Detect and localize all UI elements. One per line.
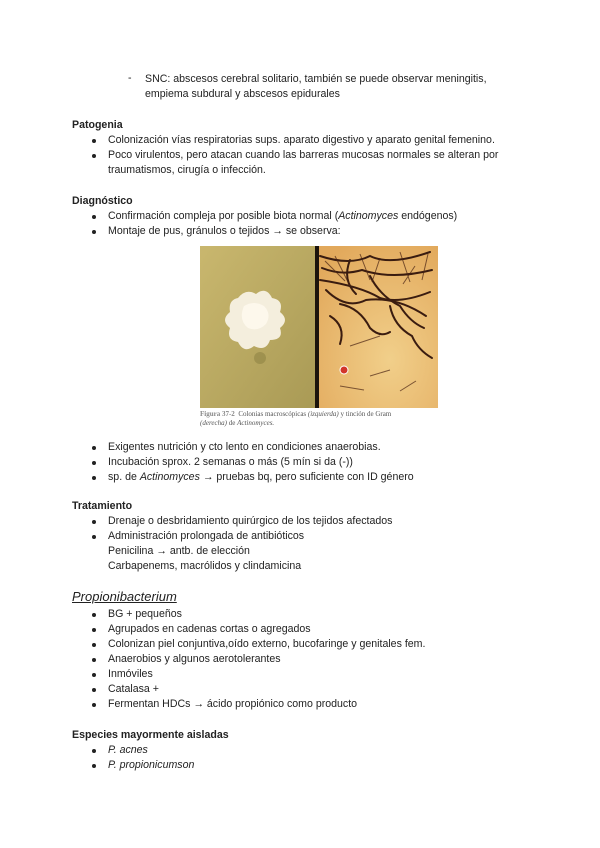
bullet-icon xyxy=(92,476,96,480)
bullet-icon xyxy=(92,749,96,753)
bullet-icon xyxy=(92,703,96,707)
heading-diagnostico: Diagnóstico xyxy=(72,195,133,207)
diagnostico-item-4: Incubación sprox. 2 semanas o más (5 mín si da (-)) xyxy=(108,456,353,468)
especie-item: P. propionicumson xyxy=(108,759,195,771)
propioni-item: Catalasa + xyxy=(108,683,159,695)
diagnostico-item-5: sp. de Actinomyces → pruebas bq, pero suficiente con ID género xyxy=(108,471,414,483)
bullet-icon xyxy=(92,461,96,465)
heading-tratamiento: Tratamiento xyxy=(72,500,133,512)
propioni-item: Agrupados en cadenas cortas o agregados xyxy=(108,623,311,635)
bullet-icon xyxy=(92,628,96,632)
heading-patogenia: Patogenia xyxy=(72,119,123,131)
heading-especies: Especies mayormente aisladas xyxy=(72,729,229,741)
patogenia-item-1: Colonización vías respiratorias sups. aparato digestivo y aparato genital femenino. xyxy=(108,134,495,146)
heading-propionibacterium: Propionibacterium xyxy=(72,589,177,604)
figure-caption: Figura 37-2 Colonias macroscópicas (izquierda) y tinción de Gram (derecha) de Actinomyces. xyxy=(200,410,392,427)
tratamiento-subline-2: Carbapenems, macrólidos y clindamicina xyxy=(108,560,302,572)
propioni-item: BG + pequeños xyxy=(108,608,182,620)
tratamiento-item-2: Administración prolongada de antibióticos xyxy=(108,530,305,542)
propioni-item: Anaerobios y algunos aerotolerantes xyxy=(108,653,281,665)
bullet-icon xyxy=(92,215,96,219)
bullet-icon xyxy=(92,139,96,143)
bullet-icon xyxy=(92,520,96,524)
snc-line-2: empiema subdural y abscesos epidurales xyxy=(145,88,340,100)
bullet-icon xyxy=(92,688,96,692)
actinomyces-figure-image xyxy=(200,246,438,436)
bullet-icon xyxy=(92,154,96,158)
tratamiento-subline-1: Penicilina → antb. de elección xyxy=(108,545,250,557)
bullet-icon xyxy=(92,446,96,450)
propioni-item: Colonizan piel conjuntiva,oído externo, bucofaringe y genitales fem. xyxy=(108,638,426,650)
bullet-icon xyxy=(92,230,96,234)
patogenia-item-2-line-2: traumatismos, cirugía o infección. xyxy=(108,164,266,176)
bullet-icon xyxy=(92,764,96,768)
propioni-item: Fermentan HDCs → ácido propiónico como producto xyxy=(108,698,358,710)
bullet-icon xyxy=(92,613,96,617)
patogenia-item-2-line-1: Poco virulentos, pero atacan cuando las barreras mucosas normales se alteran por xyxy=(108,149,499,161)
bullet-icon xyxy=(92,658,96,662)
snc-line-1: SNC: abscesos cerebral solitario, también se puede observar meningitis, xyxy=(145,73,487,85)
bullet-icon xyxy=(92,535,96,539)
bullet-icon xyxy=(92,673,96,677)
diagnostico-item-2: Montaje de pus, gránulos o tejidos → se observa: xyxy=(108,225,341,237)
especie-item: P. acnes xyxy=(108,744,148,756)
diagnostico-item-3: Exigentes nutrición y cto lento en condiciones anaerobias. xyxy=(108,441,381,453)
propioni-item: Inmóviles xyxy=(108,668,153,680)
diagnostico-item-1: Confirmación compleja por posible biota normal (Actinomyces endógenos) xyxy=(108,210,458,222)
tratamiento-item-1: Drenaje o desbridamiento quirúrgico de los tejidos afectados xyxy=(108,515,393,527)
bullet-icon xyxy=(92,643,96,647)
dash-marker: - xyxy=(128,72,132,84)
